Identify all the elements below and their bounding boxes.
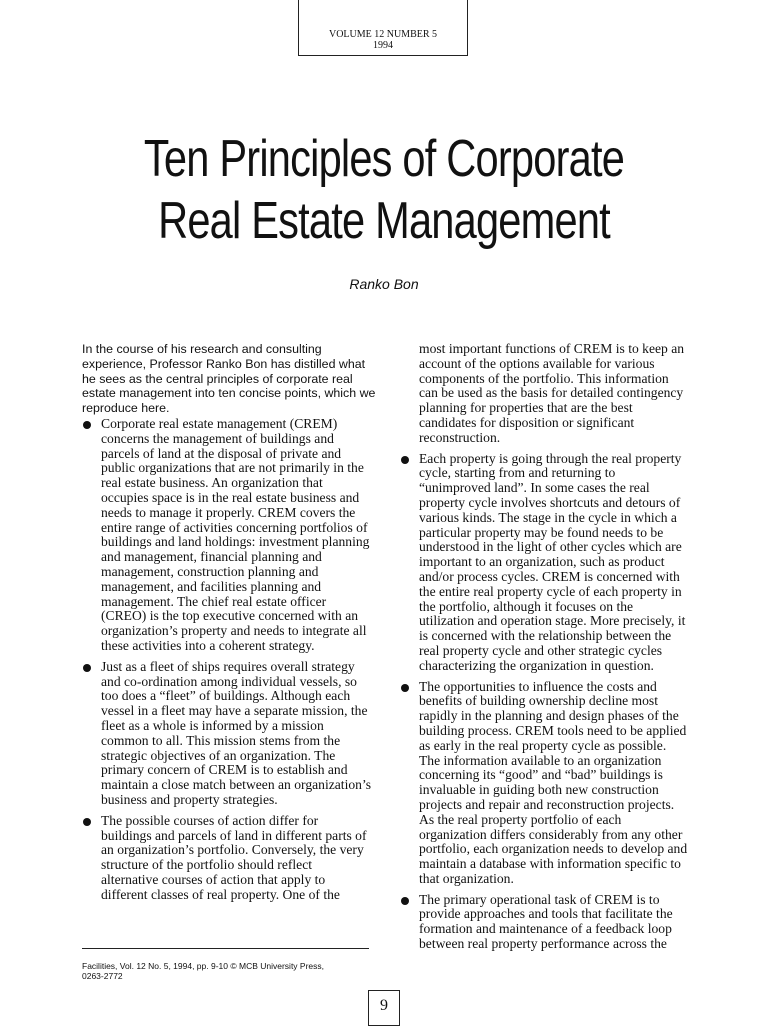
volume-header-box bbox=[298, 0, 468, 56]
bullet-icon bbox=[401, 456, 409, 464]
bullet-icon bbox=[83, 664, 91, 672]
bullet-icon bbox=[401, 684, 409, 692]
title-line-2: Real Estate Management bbox=[158, 192, 610, 250]
bullet-text: The possible courses of action differ for buildings and parcels of land in different parts of an organization’s portfolio. Conversely, the very structure of the portfolio should reflect alternative courses of action that apply to different classes of real property. One of the bbox=[101, 812, 367, 902]
author-name: Ranko Bon bbox=[349, 276, 419, 292]
title-line-1: Ten Principles of Corporate bbox=[143, 130, 625, 188]
bullet-text: Each property is going through the real property cycle, starting from and returning to “unimproved land”. In some cases the real property cycle involves shortcuts and detours of various kinds. The stage in the cycle in which a particular property may be found needs to be understood in the light of other cycles which are important to an organization, such as product and/or process cycles. CREM is concerned with the entire real property cycle of each property in the portfolio, although it focuses on the utilization and operation stage. More precisely, it is concerned with the relationship between the real property cycle and other strategic cycles characterizing the organization in question. bbox=[419, 450, 686, 673]
left-bullet-list bbox=[82, 417, 372, 903]
article-title bbox=[77, 128, 691, 252]
list-item bbox=[82, 660, 372, 808]
volume-year: 1994 bbox=[373, 40, 393, 51]
right-column bbox=[400, 342, 690, 958]
left-column bbox=[82, 342, 376, 908]
bullet-icon bbox=[401, 897, 409, 905]
continuation-paragraph: most important functions of CREM is to keep an account of the options available for various components of the portfolio. This information can be used as the basis for detailed contingency planning for properties that are the best candidates for disposition or significant reconstruction. bbox=[419, 341, 685, 445]
list-item bbox=[400, 452, 690, 674]
bullet-text: The opportunities to influence the costs and benefits of building ownership decline most rapidly in the planning and design phases of the building process. CREM tools need to be applied as early in the real property cycle as possible. The information available to an organization concerning its “good” and “bad” buildings is invaluable in guiding both new construction projects and repair and reconstruction projects. As the real property portfolio of each organization differs considerably from any other portfolio, each organization needs to develop and maintain a database with information specific to that organization. bbox=[419, 678, 688, 886]
list-item bbox=[400, 680, 690, 887]
footnote bbox=[82, 961, 382, 981]
list-item bbox=[82, 814, 372, 903]
intro-paragraph: In the course of his research and consulting experience, Professor Ranko Bon has distilled what he sees as the central principles of corporate real estate management into ten concise points, which we reproduce here. bbox=[82, 342, 376, 416]
bullet-icon bbox=[83, 818, 91, 826]
bullet-text: The primary operational task of CREM is to provide approaches and tools that facilitate the formation and maintenance of a feedback loop between real property performance across the bbox=[419, 891, 673, 952]
list-item bbox=[82, 417, 372, 654]
volume-label: VOLUME 12 NUMBER 5 bbox=[328, 29, 438, 40]
footnote-citation: Facilities, Vol. 12 No. 5, 1994, pp. 9-10 © MCB University Press, bbox=[82, 961, 325, 971]
bullet-text: Corporate real estate management (CREM) concerns the management of buildings and parcels of land at the disposal of private and public organizations that are not primarily in the real estate business. An organization that occupies space is in the real estate business and needs to manage it properly. CREM covers the entire range of activities concerning portfolios of buildings and land holdings: investment planning and management, financial planning and management, construction planning and management, and facilities planning and management. The chief real estate officer (CREO) is the top executive concerned with an organization’s property and needs to integrate all these activities into a coherent strategy. bbox=[101, 415, 370, 653]
footnote-issn: 0263-2772 bbox=[82, 971, 123, 981]
bullet-text: Just as a fleet of ships requires overall strategy and co-ordination among individual vessels, so too does a “fleet” of buildings. Although each vessel in a fleet may have a separate mission, the fleet as a whole is informed by a mission common to all. This mission stems from the strategic objectives of an organization. The primary concern of CREM is to establish and maintain a close match between an organization’s business and property strategies. bbox=[101, 658, 372, 807]
right-bullet-list bbox=[400, 452, 690, 952]
footnote-divider bbox=[82, 948, 369, 949]
page-number: 9 bbox=[368, 990, 400, 1026]
bullet-icon bbox=[83, 421, 91, 429]
list-item bbox=[400, 893, 690, 952]
